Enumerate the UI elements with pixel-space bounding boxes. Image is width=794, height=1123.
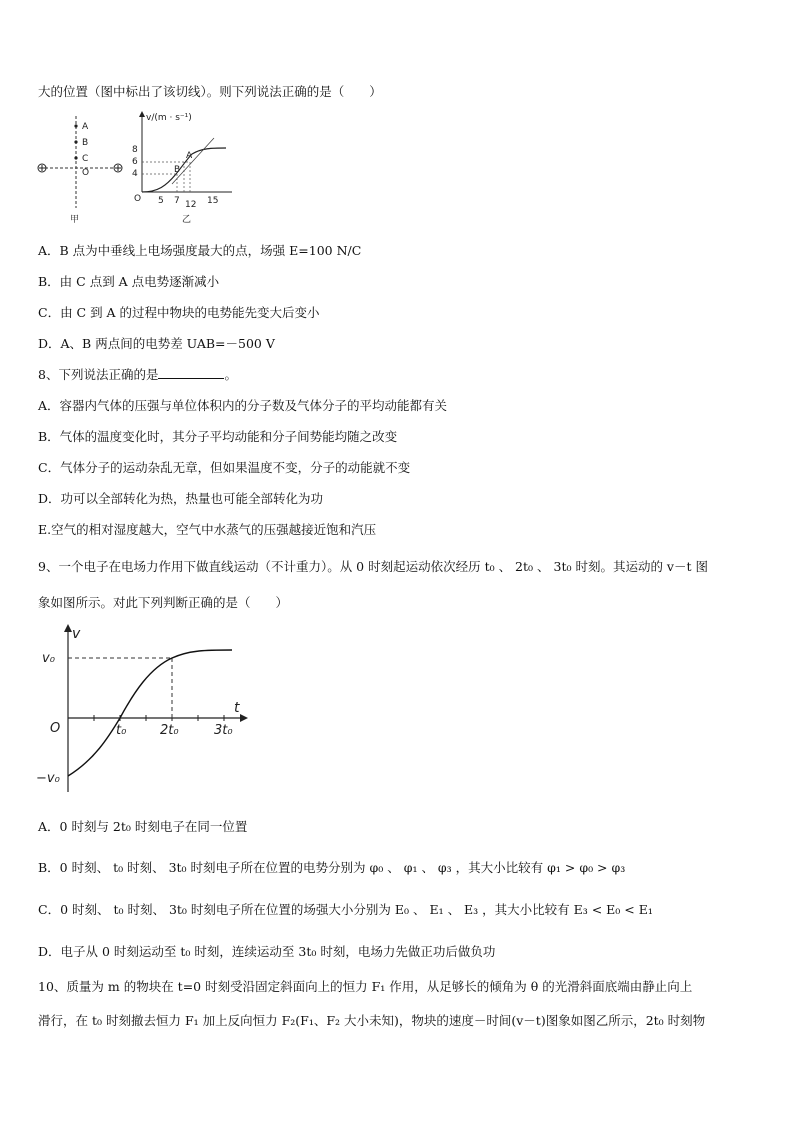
yi-xtick-7: 7 — [174, 196, 180, 206]
graph-v-label: v — [72, 626, 81, 642]
q8-option-c: C．气体分子的运动杂乱无章，但如果温度不变，分子的动能就不变 — [38, 460, 411, 475]
label-O: O — [82, 168, 90, 178]
yi-point-A: A — [186, 151, 193, 161]
caption-jia: 甲 — [70, 215, 80, 225]
q8-option-b: B．气体的温度变化时，其分子平均动能和分子间势能均随之改变 — [38, 429, 398, 444]
q9-vt-graph — [32, 620, 252, 800]
q7-option-b: B．由 C 点到 A 点电势逐渐减小 — [38, 274, 220, 289]
label-A: A — [82, 122, 89, 132]
q9-stem-line1: 9、一个电子在电场力作用下做直线运动（不计重力）。从 0 时刻起运动依次经历 t₀ 、 2t₀ 、 3t₀ 时刻。其运动的 v－t 图 — [38, 559, 708, 574]
yi-ytick-8: 8 — [132, 145, 138, 155]
q7-option-d: D．A、B 两点间的电势差 UAB=－500 V — [38, 336, 275, 351]
q10-line1: 10、质量为 m 的物块在 t=0 时刻受沿固定斜面向上的恒力 F₁ 作用，从足够长的倾角为 θ 的光滑斜面底端由静止向上 — [38, 979, 693, 994]
q10-line2: 滑行，在 t₀ 时刻撤去恒力 F₁ 加上反向恒力 F₂(F₁、F₂ 大小未知)，物块的速度－时间(v－t)图象如图乙所示，2t₀ 时刻物 — [38, 1013, 706, 1028]
yi-point-B: B — [174, 165, 181, 175]
q9-stem-line2: 象如图所示。对此下列判断正确的是（ ） — [38, 595, 289, 610]
graph-origin: O — [50, 721, 61, 736]
q8-answer-blank — [158, 366, 224, 379]
yi-ytick-6: 6 — [132, 157, 138, 167]
graph-v0: v₀ — [42, 651, 55, 666]
graph-tick-2t0: 2t₀ — [160, 723, 179, 738]
q9-option-c: C．0 时刻、 t₀ 时刻、 3t₀ 时刻电子所在位置的场强大小分别为 E₀ 、 E₁ 、 E₃ ，其大小比较有 E₃ < E₀ < E₁ — [38, 902, 653, 917]
q9-option-a: A．0 时刻与 2t₀ 时刻电子在同一位置 — [38, 819, 248, 834]
label-C: C — [82, 154, 89, 164]
yi-xtick-15: 15 — [207, 196, 219, 206]
q7-option-c: C．由 C 到 A 的过程中物块的电势能先变大后变小 — [38, 305, 320, 320]
q8-option-e: E.空气的相对湿度越大，空气中水蒸气的压强越接近饱和汽压 — [38, 522, 377, 537]
label-B: B — [82, 138, 89, 148]
caption-yi: 乙 — [182, 215, 192, 225]
q7-option-a: A．B 点为中垂线上电场强度最大的点，场强 E=100 N/C — [38, 243, 362, 258]
q8-stem-end: 。 — [224, 367, 237, 382]
q8-stem — [38, 365, 237, 383]
q7-figure — [32, 108, 242, 228]
graph-tick-t0: t₀ — [116, 723, 127, 738]
figure-jia — [38, 116, 122, 225]
yi-ytick-4: 4 — [132, 169, 138, 179]
graph-tick-3t0: 3t₀ — [214, 723, 233, 738]
q7-stem-tail: 大的位置（图中标出了该切线）。则下列说法正确的是（ ） — [38, 84, 382, 99]
graph-t-label: t — [234, 700, 240, 716]
yi-xtick-5: 5 — [158, 196, 164, 206]
yi-xtick-12: 12 — [185, 200, 197, 210]
q9-option-d: D．电子从 0 时刻运动至 t₀ 时刻，连续运动至 3t₀ 时刻，电场力先做正功后做负功 — [38, 944, 496, 959]
figure-yi — [132, 111, 232, 225]
q8-option-d: D．功可以全部转化为热，热量也可能全部转化为功 — [38, 491, 324, 506]
yi-origin: O — [134, 194, 142, 204]
q8-option-a: A．容器内气体的压强与单位体积内的分子数及气体分子的平均动能都有关 — [38, 398, 448, 413]
q8-stem-text: 8、下列说法正确的是 — [38, 367, 159, 382]
yi-y-axis-label: v/(m · s⁻¹) — [146, 113, 192, 123]
graph-neg-v0: −v₀ — [36, 771, 60, 786]
q9-option-b: B．0 时刻、 t₀ 时刻、 3t₀ 时刻电子所在位置的电势分别为 φ₀ 、 φ₁ 、 φ₃ ，其大小比较有 φ₁ > φ₀ > φ₃ — [38, 860, 626, 875]
